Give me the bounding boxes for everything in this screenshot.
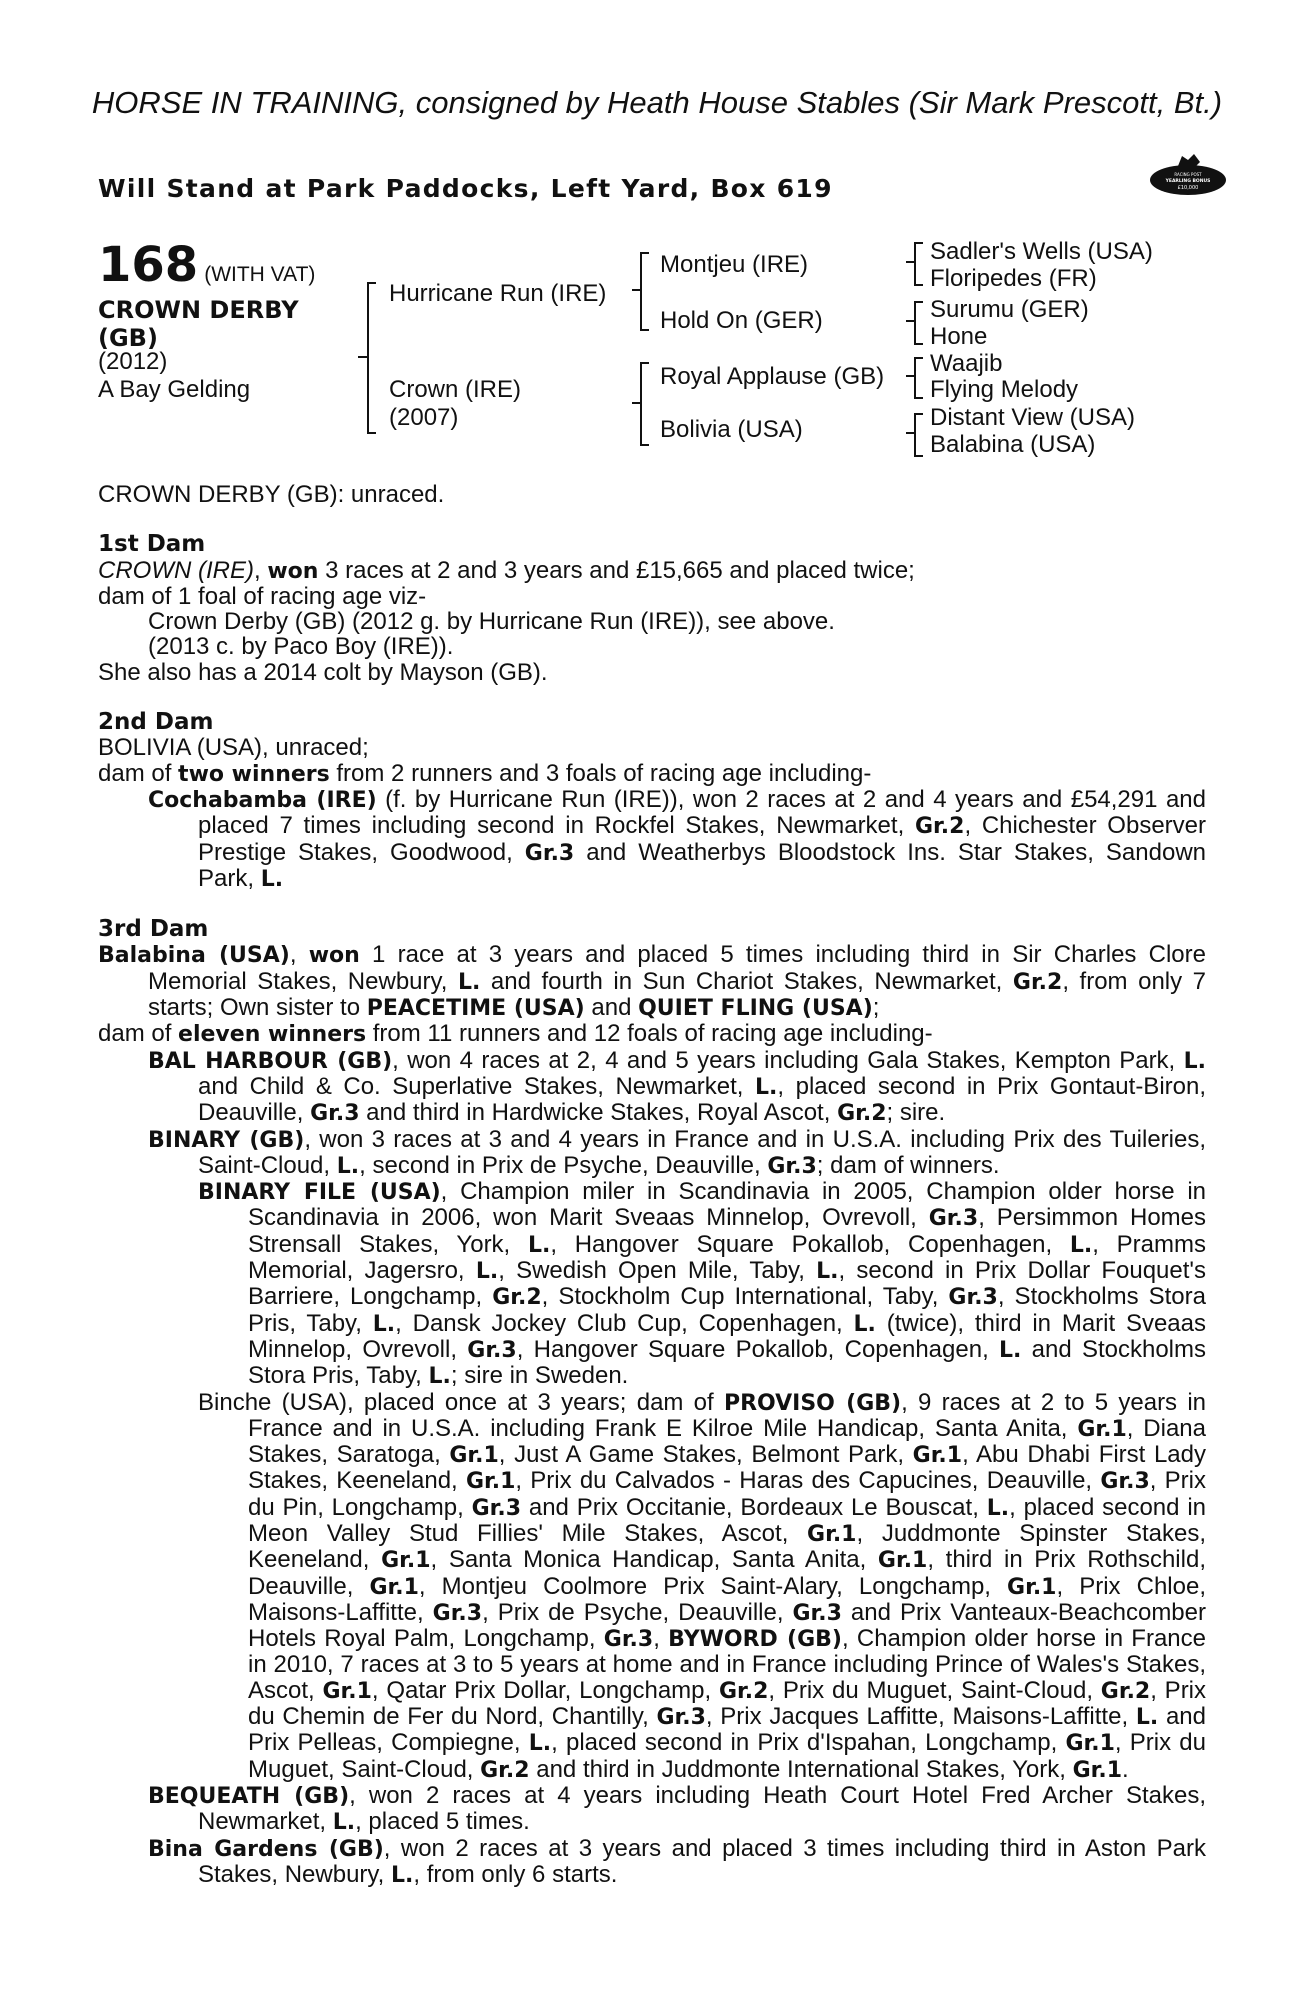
pedigree-sire: Hurricane Run (IRE)	[389, 280, 607, 307]
pedigree-ddd: Balabina (USA)	[930, 431, 1096, 458]
produce-bina-gardens: Bina Gardens (GB), won 2 races at 3 years and placed 3 times including third in Aston Park Stakes, Newbury, L., from only 6 starts.	[148, 1834, 1207, 1888]
pedigree-sds: Surumu (GER)	[930, 296, 1089, 323]
pedigree-ssd: Floripedes (FR)	[930, 265, 1097, 292]
produce-bequeath: BEQUEATH (GB), won 2 races at 4 years including Heath Court Hotel Fred Archer Stakes, Newmarket, L., placed 5 times.	[148, 1781, 1206, 1836]
produce-cochabamba: Cochabamba (IRE) (f. by Hurricane Run (IRE)), won 2 races at 2 and 4 years and £54,291 and placed 7 times including second in Rockfel Stakes, Newmarket, Gr.2, Chichester Observer Prestige Stakes, Goodwood, Gr.3 and Weatherbys Bloodstock Ins. Star Stakes, Sandown Park, L.	[148, 785, 1206, 892]
produce-binche: Binche (USA), placed once at 3 years; dam of PROVISO (GB), 9 races at 2 to 5 years in France and in U.S.A. including Frank E Kilroe Mile Handicap, Santa Anita, Gr.1, Diana Stakes, Saratoga, Gr.1, Just A Game Stakes, Belmont Park, Gr.1, Abu Dhabi First Lady Stakes, Keeneland, Gr.1, Prix du Calvados - Haras des Capucines, Deauville, Gr.3, Prix du Pin, Longchamp, Gr.3 and Prix Occitanie, Bordeaux Le Bouscat, L., placed second in Meon Valley Stud Fillies' Mile Stakes, Ascot, Gr.1, Juddmonte Spinster Stakes, Keeneland, Gr.1, Santa Monica Handicap, Santa Anita, Gr.1, third in Prix Rothschild, Deauville, Gr.1, Montjeu Coolmore Prix Saint-Alary, Longchamp, Gr.1, Prix Chloe, Maisons-Laffitte, Gr.3, Prix de Psyche, Deauville, Gr.3 and Prix Vanteaux-Beachcomber Hotels Royal Palm, Longchamp, Gr.3, BYWORD (GB), Champion older horse in France in 2010, 7 races at 3 to 5 years at home and in France including Prince of Wales's Stakes, Ascot, Gr.1, Qatar Prix Dollar, Longchamp, Gr.2, Prix du Muguet, Saint-Cloud, Gr.2, Prix du Chemin de Fer du Nord, Chantilly, Gr.3, Prix Jacques Laffitte, Maisons-Laffitte, L. and Prix Pelleas, Compiegne, L., placed second in Prix d'Ispahan, Longchamp, Gr.1, Prix du Muguet, Saint-Cloud, Gr.2 and third in Juddmonte International Stakes, York, Gr.1.	[198, 1388, 1207, 1783]
horse-name: CROWN DERBY (GB)	[98, 296, 299, 352]
first-dam-record: CROWN (IRE), won 3 races at 2 and 3 years and £15,665 and placed twice;	[98, 556, 915, 584]
racing-record: CROWN DERBY (GB): unraced.	[98, 481, 445, 508]
produce-binary: BINARY (GB), won 3 races at 3 and 4 years in France and in U.S.A. including Prix des Tuileries, Saint-Cloud, L., second in Prix de Psyche, Deauville, Gr.3; dam of winners.	[148, 1125, 1207, 1179]
third-dam-heading: 3rd Dam	[98, 916, 209, 943]
pedigree-dsd: Flying Melody	[930, 376, 1079, 403]
pedigree-sdd: Hone	[930, 323, 988, 350]
pedigree-dam-year: (2007)	[389, 404, 459, 431]
pedigree-dam: Crown (IRE)	[389, 376, 522, 403]
catalogue-body: CROWN DERBY (GB): unraced. 1st Dam CROWN (IRE), won 3 races at 2 and 3 years and £15,665 and placed twice; dam of 1 foal of racing age viz- Crown Derby (GB) (2012 g. by Hurricane Run (IRE)), see above. (2013 c. by Paco Boy (IRE)). She also has a 2014 colt by Mayson (GB). 2nd Dam BOLIVIA (USA), unraced; dam of two winners from 2 runners and 3 foals of racing age including- Cochabamba (IRE) (f. by Hurricane Run (IRE)), won 2 races at 2 and 4 years and £54,291 and placed 7 times including second in Rockfel Stakes, Newmarket, Gr.2, Chichester Observer Prestige Stakes, Goodwood, Gr.3 and Weatherbys Bloodstock Ins. Star Stakes, Sandown Park, L. 3rd Dam Balabina (USA), won 1 race at 3 years and placed 5 times including third in Sir Charles Clore Memorial Stakes, Newbury, L. and fourth in Sun Chariot Stakes, Newmarket, Gr.2, from only 7 starts; Own sister to PEACETIME (USA) and QUIET FLING (USA); dam of eleven winners from 11 runners and 12 foals of racing age including- BAL HARBOUR (GB), won 4 races at 2, 4 and 5 years including Gala Stakes, Kempton Park, L. and Child & Co. Superlative Stakes, Newmarket, L., placed second in Prix Gontaut-Biron, Deauville, Gr.3 and third in Hardwicke Stakes, Royal Ascot, Gr.2; sire. BINARY (GB), won 3 races at 3 and 4 years in France and in U.S.A. including Prix des Tuileries, Saint-Cloud, L., second in Prix de Psyche, Deauville, Gr.3; dam of winners. BINARY FILE (USA), Champion miler in Scandinavia in 2005, Champion older horse in Scandinavia in 2006, won Marit Sveaas Minnelop, Ovrevoll, Gr.3, Persimmon Homes Strensall Stakes, York, L., Hangover Square Pokallob, Copenhagen, L., Pramms Memorial, Jagersro, L., Swedish Open Mile, Taby, L., second in Prix Dollar Fouquet's Barriere, Longchamp, Gr.2, Stockholm Cup International, Taby, Gr.3, Stockholms Stora Pris, Taby, L., Dansk Jockey Club Cup, Copenhagen, L. (twice), third in Marit Sveaas Minnelop, Ovrevoll, Gr.3, Hangover Square Pokallob, Copenhagen, L. and Stockholms Stora Pris, Taby, L.; sire in Sweden. Binche (USA), placed once at 3 years; dam of PROVISO (GB), 9 races at 2 to 5 years in France and in U.S.A. including Frank E Kilroe Mile Handicap, Santa Anita, Gr.1, Diana Stakes, Saratoga, Gr.1, Just A Game Stakes, Belmont Park, Gr.1, Abu Dhabi First Lady Stakes, Keeneland, Gr.1, Prix du Calvados - Haras des Capucines, Deauville, Gr.3, Prix du Pin, Longchamp, Gr.3 and Prix Occitanie, Bordeaux Le Bouscat, L., placed second in Meon Valley Stud Fillies' Mile Stakes, Ascot, Gr.1, Juddmonte Spinster Stakes, Keeneland, Gr.1, Santa Monica Handicap, Santa Anita, Gr.1, third in Prix Rothschild, Deauville, Gr.1, Montjeu Coolmore Prix Saint-Alary, Longchamp, Gr.1, Prix Chloe, Maisons-Laffitte, Gr.3, Prix de Psyche, Deauville, Gr.3 and Prix Vanteaux-Beachcomber Hotels Royal Palm, Longchamp, Gr.3, BYWORD (GB), Champion older horse in France in 2010, 7 races at 3 to 5 years at home and in France including Prince of Wales's Stakes, Ascot, Gr.1, Qatar Prix Dollar, Longchamp, Gr.2, Prix du Muguet, Saint-Cloud, Gr.2, Prix du Chemin de Fer du Nord, Chantilly, Gr.3, Prix Jacques Laffitte, Maisons-Laffitte, L. and Prix Pelleas, Compiegne, L., placed second in Prix d'Ispahan, Longchamp, Gr.1, Prix du Muguet, Saint-Cloud, Gr.2 and third in Juddmonte International Stakes, York, Gr.1. BEQUEATH (GB), won 2 races at 4 years including Heath Court Hotel Fred Archer Stakes, Newmarket, L., placed 5 times. Bina Gardens (GB), won 2 races at 3 years and placed 3 times including third in Aston Park Stakes, Newbury, L., from only 6 starts.	[98, 481, 1207, 1888]
page-title: HORSE IN TRAINING, consigned by Heath House Stables (Sir Mark Prescott, Bt.)	[91, 85, 1223, 120]
produce-binary-file: BINARY FILE (USA), Champion miler in Scandinavia in 2005, Champion older horse in Scandinavia in 2006, won Marit Sveaas Minnelop, Ovrevoll, Gr.3, Persimmon Homes Strensall Stakes, York, L., Hangover Square Pokallob, Copenhagen, L., Pramms Memorial, Jagersro, L., Swedish Open Mile, Taby, L., second in Prix Dollar Fouquet's Barriere, Longchamp, Gr.2, Stockholm Cup International, Taby, Gr.3, Stockholms Stora Pris, Taby, L., Dansk Jockey Club Cup, Copenhagen, L. (twice), third in Marit Sveaas Minnelop, Ovrevoll, Gr.3, Hangover Square Pokallob, Copenhagen, L. and Stockholms Stora Pris, Taby, L.; sire in Sweden.	[198, 1178, 1207, 1390]
lot-number: 168 (WITH VAT)	[98, 237, 316, 293]
produce-bal-harbour: BAL HARBOUR (GB), won 4 races at 2, 4 and 5 years including Gala Stakes, Kempton Park, L. and Child & Co. Superlative Stakes, Newmarket, L., placed second in Prix Gontaut-Biron, Deauville, Gr.3 and third in Hardwicke Stakes, Royal Ascot, Gr.2; sire.	[148, 1046, 1207, 1127]
pedigree-sss: Sadler's Wells (USA)	[930, 238, 1153, 265]
stand-location: Will Stand at Park Paddocks, Left Yard, Box 619	[98, 174, 833, 203]
pedigree-sd: Hold On (GER)	[660, 307, 823, 334]
pedigree-ss: Montjeu (IRE)	[660, 251, 809, 278]
horse-info: (2012) A Bay Gelding	[98, 348, 251, 403]
svg-text:RACING POST: RACING POST	[1174, 172, 1202, 177]
svg-text:£10,000: £10,000	[1177, 185, 1199, 191]
third-dam-record: Balabina (USA), won 1 race at 3 years and placed 5 times including third in Sir Charles Clore Memorial Stakes, Newbury, L. and fourth in Sun Chariot Stakes, Newmarket, Gr.2, from only 7 starts; Own sister to PEACETIME (USA) and QUIET FLING (USA);	[98, 941, 1207, 1022]
svg-text:YEARLING BONUS: YEARLING BONUS	[1165, 179, 1211, 184]
pedigree-ds: Royal Applause (GB)	[660, 363, 885, 390]
pedigree-dd: Bolivia (USA)	[660, 416, 803, 443]
pedigree-dss: Waajib	[930, 350, 1003, 377]
second-dam-heading: 2nd Dam	[98, 709, 214, 736]
yearling-bonus-logo	[1148, 150, 1228, 202]
first-dam-heading: 1st Dam	[98, 531, 206, 558]
pedigree-dds: Distant View (USA)	[930, 404, 1135, 431]
